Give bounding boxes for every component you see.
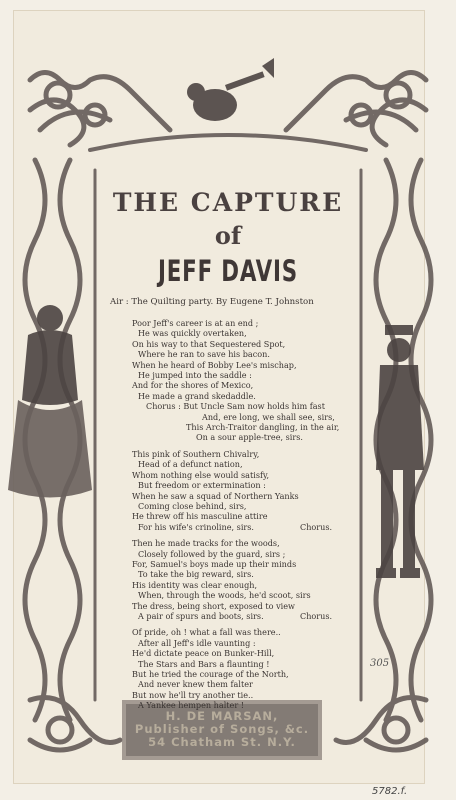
poem-line: On his way to that Sequestered Spot,	[132, 338, 286, 349]
air-line: Air : The Quilting party. By Eugene T. Johnston	[110, 297, 314, 307]
poem-line: The Stars and Bars a flaunting !	[138, 658, 270, 669]
left-figure	[8, 305, 92, 498]
poem-line: His identity was clear enough,	[132, 579, 258, 590]
poem-line: He made a grand skedaddle.	[138, 390, 256, 401]
title-line-1: THE CAPTURE	[112, 188, 344, 217]
poem-line: Where he ran to save his bacon.	[138, 349, 270, 360]
trumpeter-figure	[187, 58, 274, 121]
poem-line: Poor Jeff's career is at an end ;	[132, 318, 259, 328]
call-number: 5782.f.	[372, 786, 408, 797]
right-figure	[376, 325, 424, 578]
poem-line: Closely followed by the guard, sirs ;	[138, 548, 286, 559]
imprint-line: 54 Chatham St. N.Y.	[148, 735, 296, 749]
poem-line: And for the shores of Mexico,	[132, 380, 254, 391]
poem-line: Of pride, oh ! what a fall was there..	[132, 627, 281, 638]
poem-line: He'd dictate peace on Bunker-Hill,	[132, 648, 275, 659]
imprint-line: Publisher of Songs, &c.	[134, 722, 310, 736]
poem-line: And, ere long, we shall see, sirs,	[202, 411, 335, 422]
poem-line: A pair of spurs and boots, sirs. Chorus.	[138, 610, 333, 621]
poem-line: He was quickly overtaken,	[138, 328, 247, 339]
chorus-label: Chorus.	[300, 521, 333, 532]
poem-text	[132, 318, 340, 711]
poem-line: Then he made tracks for the woods,	[132, 538, 280, 549]
poem-line: For, Samuel's boys made up their minds	[132, 558, 297, 569]
poem-line: After all Jeff's idle vaunting :	[138, 637, 256, 648]
poem-line: He threw off his masculine attire	[132, 511, 268, 522]
publisher-imprint	[130, 710, 314, 749]
poem-line: This Arch-Traitor dangling, in the air,	[186, 422, 340, 433]
poem-line: Chorus : But Uncle Sam now holds him fast	[146, 401, 325, 412]
poem-line: But freedom or extermination :	[138, 480, 266, 491]
poem-line: When he saw a squad of Northern Yanks	[132, 490, 299, 501]
poem-line: He jumped into the saddle :	[138, 370, 252, 381]
title-line-3: JEFF DAVIS	[157, 254, 299, 288]
title-line-2: of	[214, 221, 242, 250]
poem-line: But now he'll try another tie..	[132, 689, 254, 700]
poem-line: Coming close behind, sirs,	[138, 500, 247, 511]
chorus-label: Chorus.	[300, 610, 333, 621]
poem-line: The dress, being short, exposed to view	[132, 600, 295, 611]
poem-line: To take the big reward, sirs.	[138, 569, 254, 580]
poem-line: On a sour apple-tree, sirs.	[196, 432, 303, 443]
imprint-line: H. DE MARSAN,	[165, 709, 279, 723]
handwritten-note: 305	[370, 658, 390, 669]
poem-line: Whom nothing else would satisfy,	[132, 469, 270, 480]
poem-line: When he heard of Bobby Lee's mischap,	[132, 359, 297, 370]
poem-line: A Yankee hempen halter !	[138, 700, 245, 711]
poem-line: Head of a defunct nation,	[138, 459, 243, 470]
poem-line: This pink of Southern Chivalry,	[132, 448, 260, 459]
poem-line: For his wife's crinoline, sirs. Chorus.	[138, 521, 333, 532]
poem-line: When, through the woods, he'd scoot, sirs	[138, 590, 311, 601]
poem-line: But he tried the courage of the North,	[132, 669, 289, 679]
poem-line: And never knew them falter	[138, 679, 253, 690]
